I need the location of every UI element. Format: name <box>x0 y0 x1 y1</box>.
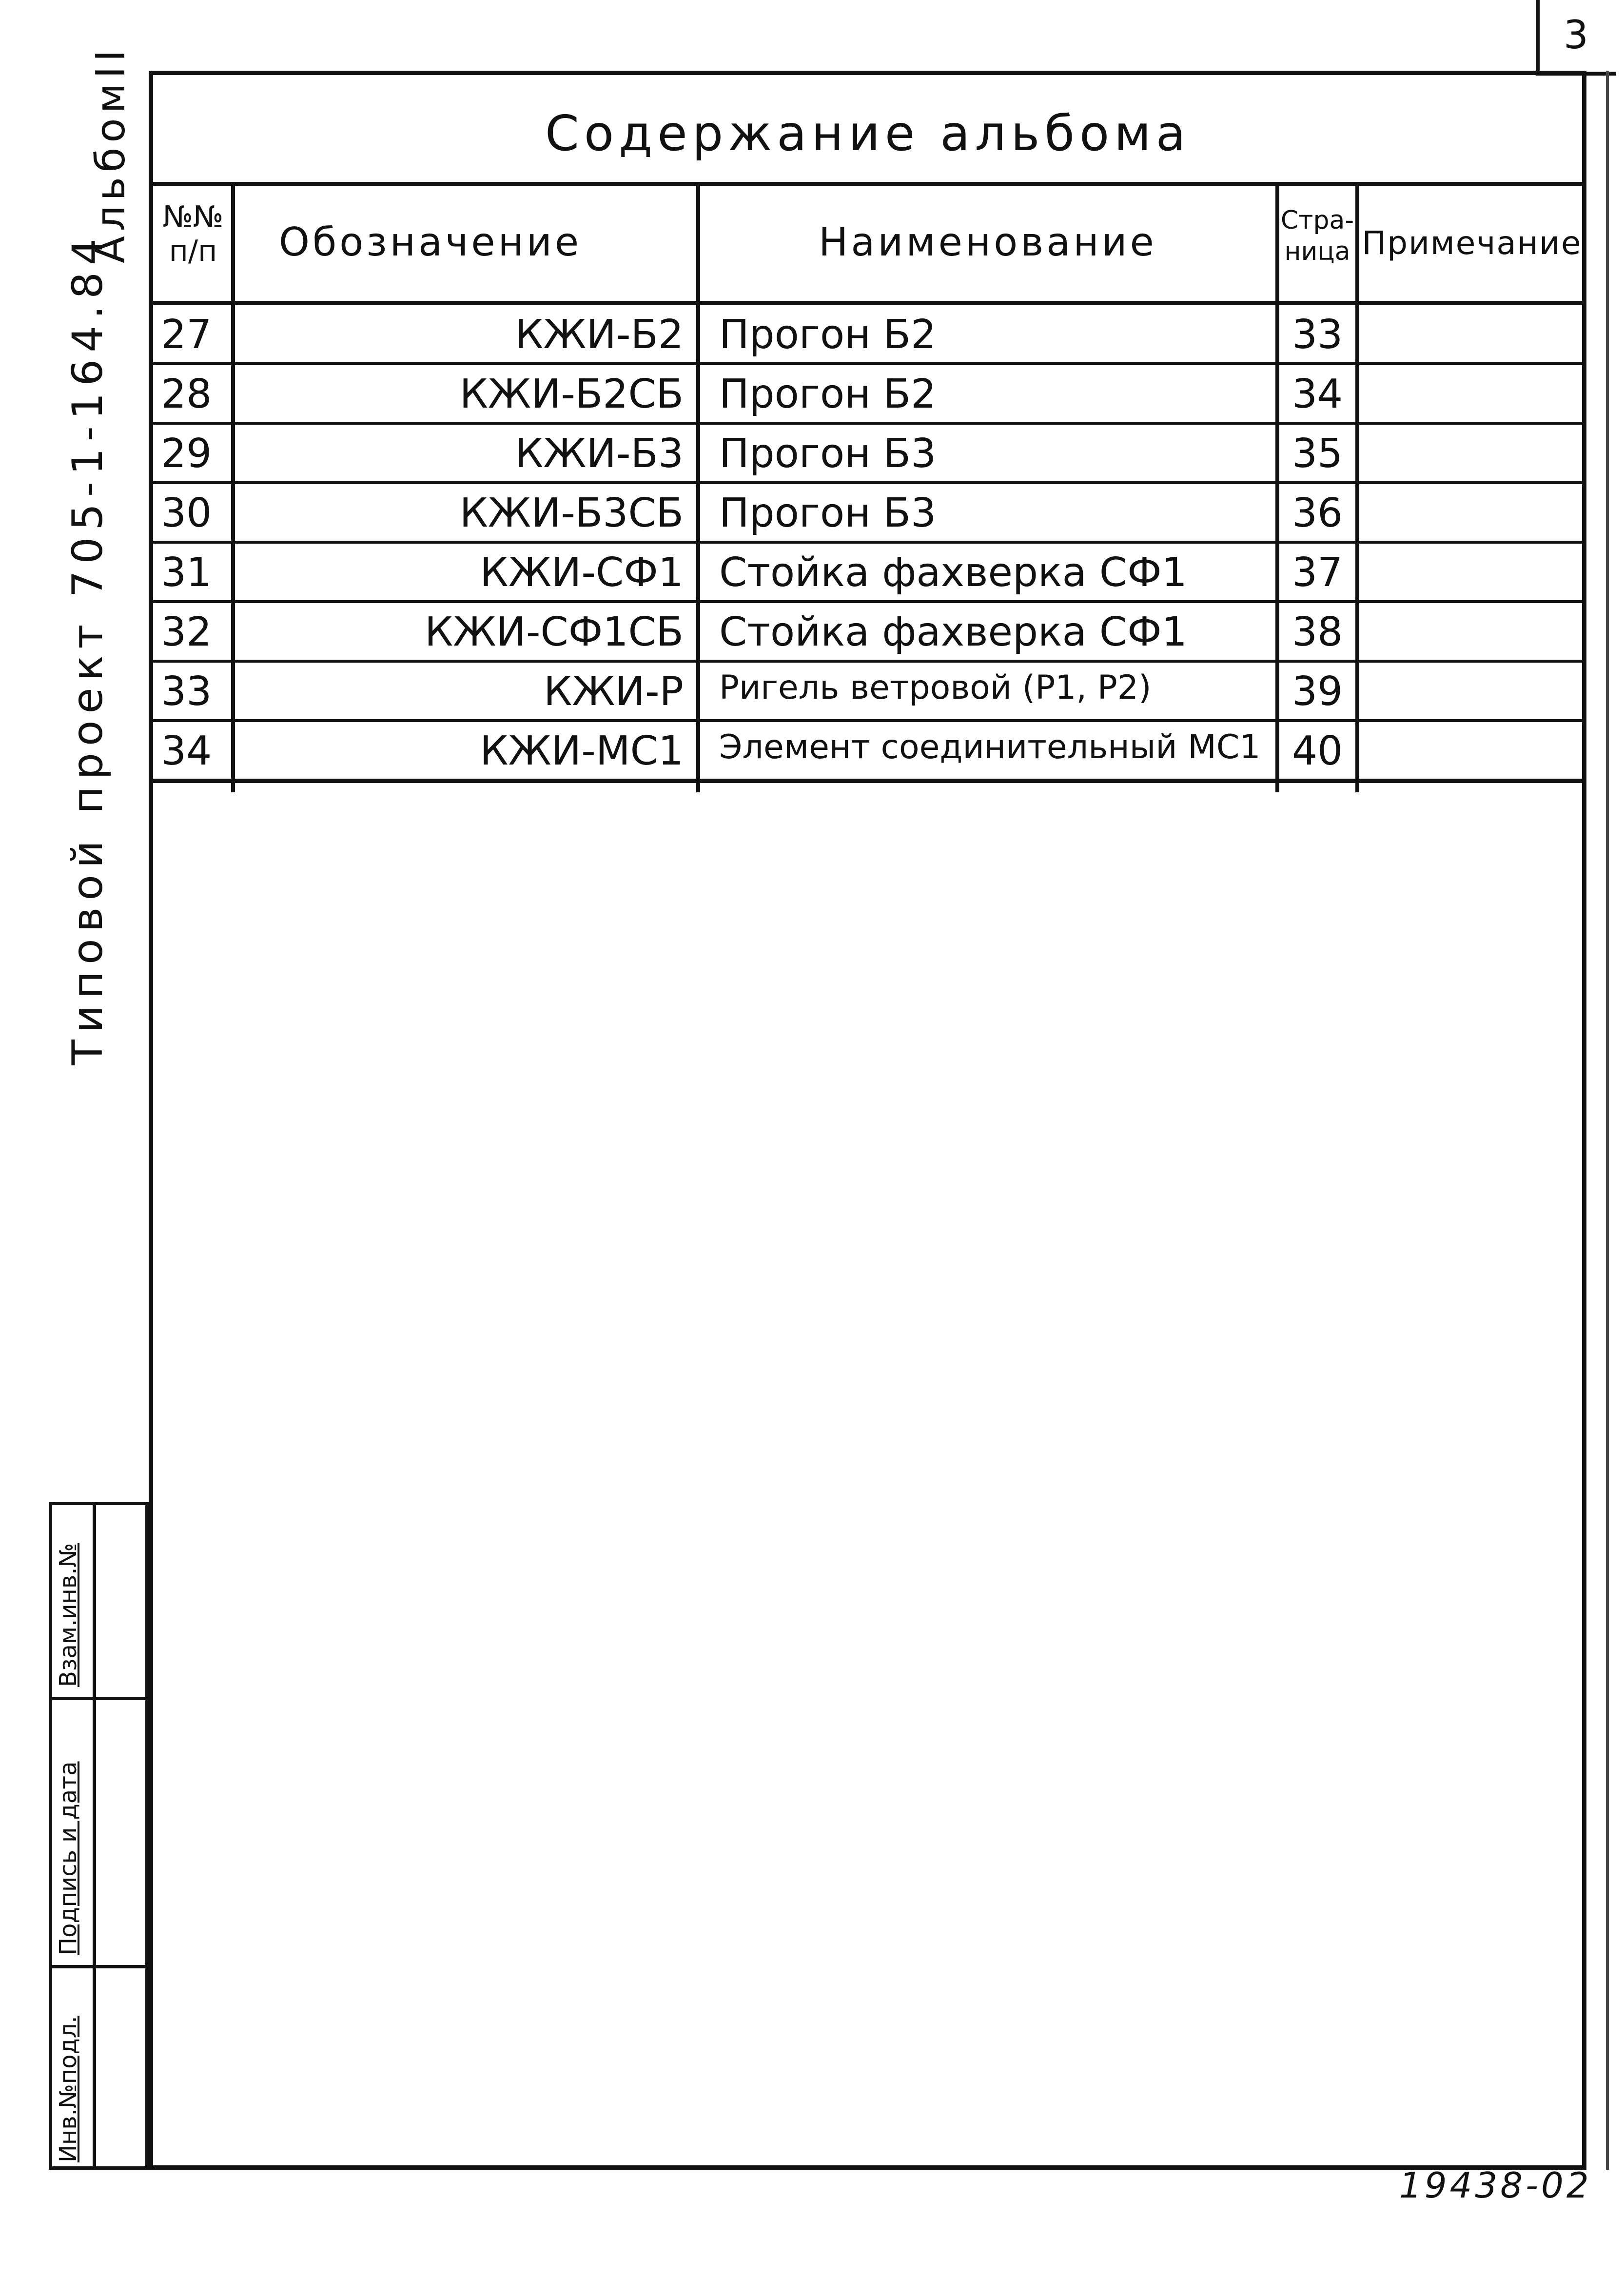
header-page-line2: ница <box>1284 237 1350 266</box>
row-designation: КЖИ-Б3 <box>515 431 684 477</box>
row-page: 36 <box>1291 490 1343 536</box>
row-page: 35 <box>1291 431 1343 477</box>
side-title: Типовой проект 705-1-164.84 <box>63 232 112 1065</box>
header-designation: Обозначение <box>279 219 582 265</box>
right-margin-strip <box>1586 71 1609 2170</box>
row-divider <box>151 719 1585 722</box>
header-page <box>1279 205 1355 267</box>
row-name: Прогон Б2 <box>719 371 937 417</box>
row-num: 31 <box>161 550 212 596</box>
stamp-inv-orig: Инв.№подл. <box>55 2016 82 2162</box>
header-name: Наименование <box>819 219 1157 265</box>
row-name: Элемент соединительный МС1 <box>719 728 1261 766</box>
row-divider <box>151 660 1585 663</box>
album-label: АльбомII <box>88 45 134 263</box>
row-page: 39 <box>1291 668 1343 715</box>
header-num-line2: п/п <box>169 234 217 268</box>
title-divider <box>151 182 1585 186</box>
archive-number: 19438-02 <box>1399 2165 1592 2206</box>
stamp-divider-2 <box>49 1965 149 1968</box>
stamp-sign-date: Подпись и дата <box>55 1761 82 1955</box>
row-page: 40 <box>1291 728 1343 774</box>
row-designation: КЖИ-Б2 <box>515 312 684 358</box>
header-num <box>155 200 231 268</box>
page-number: 3 <box>1564 12 1588 58</box>
row-designation: КЖИ-СФ1 <box>480 550 684 596</box>
row-num: 28 <box>161 371 212 417</box>
row-designation: КЖИ-Р <box>544 668 684 715</box>
row-divider <box>151 362 1585 365</box>
row-name: Прогон Б3 <box>719 490 937 536</box>
row-num: 30 <box>161 490 212 536</box>
col-divider-3 <box>1275 182 1279 792</box>
row-name: Стойка фахверка СФ1 <box>719 550 1187 596</box>
row-num: 27 <box>161 312 212 358</box>
row-name: Ригель ветровой (Р1, Р2) <box>719 668 1152 707</box>
row-divider <box>151 600 1585 603</box>
row-designation: КЖИ-МС1 <box>480 728 684 774</box>
row-divider <box>151 422 1585 425</box>
stamp-divider-1 <box>49 1697 149 1700</box>
header-note: Примечание <box>1362 224 1582 262</box>
page-title: Содержание альбома <box>545 105 1191 162</box>
row-page: 34 <box>1291 371 1343 417</box>
header-num-line1: №№ <box>162 200 224 234</box>
row-page: 37 <box>1291 550 1343 596</box>
col-divider-2 <box>696 182 700 792</box>
col-divider-1 <box>231 182 235 792</box>
row-divider <box>151 541 1585 544</box>
row-divider <box>151 779 1585 783</box>
stamp-repl-inv: Взам.инв.№ <box>55 1543 82 1687</box>
row-num: 29 <box>161 431 212 477</box>
row-page: 33 <box>1291 312 1343 358</box>
row-num: 33 <box>161 668 212 715</box>
stamp-col-divider <box>93 1502 96 2170</box>
row-name: Стойка фахверка СФ1 <box>719 609 1187 655</box>
row-num: 34 <box>161 728 212 774</box>
row-divider <box>151 481 1585 484</box>
row-designation: КЖИ-Б3СБ <box>459 490 684 536</box>
row-page: 38 <box>1291 609 1343 655</box>
row-num: 32 <box>161 609 212 655</box>
row-name: Прогон Б3 <box>719 431 937 477</box>
row-designation: КЖИ-СФ1СБ <box>425 609 684 655</box>
row-name: Прогон Б2 <box>719 312 937 358</box>
row-designation: КЖИ-Б2СБ <box>459 371 684 417</box>
col-divider-4 <box>1355 182 1359 792</box>
header-divider <box>151 301 1585 305</box>
header-page-line1: Стра- <box>1280 206 1354 235</box>
